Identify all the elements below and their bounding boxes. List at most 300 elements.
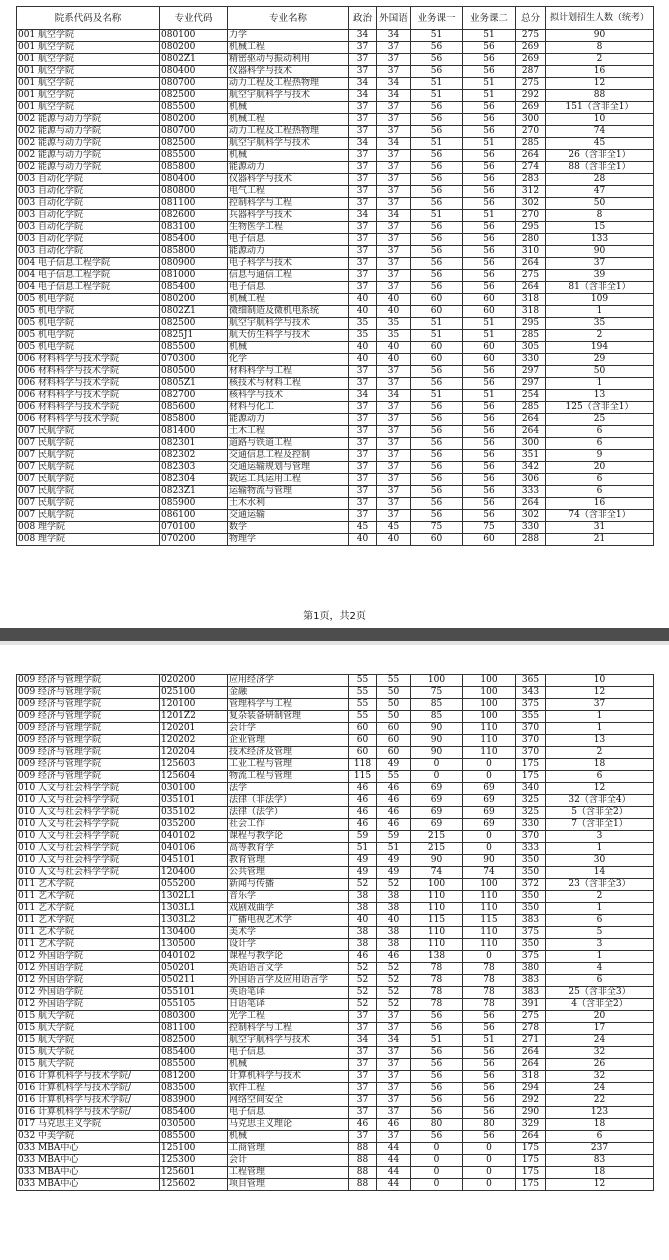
table-cell: 兵器科学与技术	[228, 210, 349, 222]
table-cell: 37	[377, 1059, 411, 1071]
table-cell: 生物医学工程	[228, 222, 349, 234]
table-cell: 37	[349, 462, 377, 474]
table-cell: 329	[516, 1119, 546, 1131]
table-row	[17, 78, 654, 90]
table-cell: 010 人文与社会科学学院	[17, 783, 160, 795]
table-cell: 90	[546, 30, 654, 42]
table-row	[17, 486, 654, 498]
table-cell: 100	[463, 879, 516, 891]
table-cell: 37	[377, 1071, 411, 1083]
table-cell: 21	[546, 534, 654, 546]
table-row	[17, 198, 654, 210]
table-cell: 5（含非全2）	[546, 807, 654, 819]
table-cell: 动力工程及工程热物理	[228, 126, 349, 138]
table-cell: 15	[546, 222, 654, 234]
table-cell: 004 电子信息工程学院	[17, 282, 160, 294]
table-cell: 物理学	[228, 534, 349, 546]
table-cell: 56	[463, 1131, 516, 1143]
table-cell: 37	[349, 270, 377, 282]
table-cell: 23（含非全3）	[546, 879, 654, 891]
table-cell: 56	[463, 222, 516, 234]
table-cell: 264	[516, 414, 546, 426]
table-cell: 60	[411, 306, 463, 318]
document-page-2	[0, 645, 669, 1260]
table-cell: 56	[411, 1107, 463, 1119]
table-cell: 56	[463, 270, 516, 282]
table-cell: 机械工程	[228, 294, 349, 306]
table-cell: 课程与教学论	[228, 951, 349, 963]
table-cell: 37	[377, 258, 411, 270]
table-cell: 37	[349, 414, 377, 426]
table-cell: 37	[349, 150, 377, 162]
table-cell: 125601	[160, 1167, 228, 1179]
table-row	[17, 723, 654, 735]
table-row	[17, 903, 654, 915]
table-cell: 312	[516, 186, 546, 198]
table-cell: 070300	[160, 354, 228, 366]
table-cell: 016 计算机科学与技术学院/	[17, 1107, 160, 1119]
table-cell: 0	[411, 1179, 463, 1191]
table-cell: 391	[516, 999, 546, 1011]
table-cell: 26（含非全1）	[546, 150, 654, 162]
table-cell: 56	[463, 510, 516, 522]
table-cell: 37	[377, 450, 411, 462]
table-cell: 美术学	[228, 927, 349, 939]
table-cell: 6	[546, 771, 654, 783]
table-cell: 033 MBA中心	[17, 1143, 160, 1155]
table-cell: 175	[516, 1155, 546, 1167]
table-cell: 383	[516, 987, 546, 999]
table-cell: 69	[411, 807, 463, 819]
table-cell: 002 能源与动力学院	[17, 138, 160, 150]
table-cell: 51	[463, 318, 516, 330]
table-row	[17, 783, 654, 795]
table-cell: 37	[546, 699, 654, 711]
table-cell: 34	[349, 138, 377, 150]
table-cell: 275	[516, 270, 546, 282]
table-row	[17, 891, 654, 903]
column-header: 拟计划招生人数（统考）	[546, 7, 654, 30]
table-cell: 机械	[228, 102, 349, 114]
table-cell: 006 材料科学与技术学院	[17, 366, 160, 378]
table-cell: 080400	[160, 66, 228, 78]
table-cell: 6	[546, 474, 654, 486]
table-cell: 082301	[160, 438, 228, 450]
table-cell: 37	[349, 1011, 377, 1023]
table-cell: 0	[463, 1155, 516, 1167]
table-row	[17, 378, 654, 390]
table-cell: 109	[546, 294, 654, 306]
table-cell: 37	[377, 1011, 411, 1023]
admission-score-table-page-1	[16, 6, 654, 546]
table-cell: 56	[463, 414, 516, 426]
table-row	[17, 699, 654, 711]
table-row	[17, 174, 654, 186]
table-cell: 37	[377, 246, 411, 258]
table-cell: 78	[411, 987, 463, 999]
table-cell: 37	[349, 1095, 377, 1107]
table-cell: 4（含非全2）	[546, 999, 654, 1011]
table-cell: 6	[546, 426, 654, 438]
table-cell: 333	[516, 843, 546, 855]
table-cell: 56	[463, 438, 516, 450]
table-cell: 46	[377, 951, 411, 963]
table-cell: 9	[546, 450, 654, 462]
table-cell: 74	[546, 126, 654, 138]
table-cell: 283	[516, 174, 546, 186]
table-cell: 110	[463, 747, 516, 759]
table-cell: 280	[516, 234, 546, 246]
table-cell: 56	[411, 378, 463, 390]
table-cell: 080100	[160, 30, 228, 42]
table-cell: 38	[349, 903, 377, 915]
table-cell: 仪器科学与技术	[228, 66, 349, 78]
table-cell: 物流工程与管理	[228, 771, 349, 783]
table-cell: 56	[463, 162, 516, 174]
table-cell: 37	[377, 174, 411, 186]
table-cell: 37	[377, 54, 411, 66]
column-header: 总分	[516, 7, 546, 30]
table-cell: 100	[463, 687, 516, 699]
table-cell: 51	[463, 390, 516, 402]
table-cell: 航空宇航科学与技术	[228, 90, 349, 102]
table-cell: 010 人文与社会科学学院	[17, 867, 160, 879]
table-cell: 0802Z1	[160, 54, 228, 66]
table-row	[17, 1011, 654, 1023]
table-cell: 69	[463, 795, 516, 807]
table-cell: 56	[411, 462, 463, 474]
table-cell: 001 航空学院	[17, 78, 160, 90]
table-row	[17, 951, 654, 963]
table-cell: 37	[377, 462, 411, 474]
table-cell: 370	[516, 747, 546, 759]
table-cell: 56	[411, 162, 463, 174]
table-cell: 350	[516, 903, 546, 915]
table-cell: 100	[463, 675, 516, 687]
table-cell: 25	[546, 414, 654, 426]
table-cell: 78	[411, 999, 463, 1011]
table-cell: 008 理学院	[17, 522, 160, 534]
table-cell: 12	[546, 687, 654, 699]
table-cell: 008 理学院	[17, 534, 160, 546]
table-cell: 30	[546, 855, 654, 867]
table-cell: 51	[349, 843, 377, 855]
table-cell: 085500	[160, 1131, 228, 1143]
table-cell: 25（含非全3）	[546, 987, 654, 999]
table-cell: 080700	[160, 126, 228, 138]
table-cell: 52	[377, 879, 411, 891]
table-cell: 37	[349, 1047, 377, 1059]
table-cell: 56	[463, 450, 516, 462]
table-cell: 1303L1	[160, 903, 228, 915]
table-row	[17, 306, 654, 318]
table-row	[17, 90, 654, 102]
table-cell: 0	[411, 1167, 463, 1179]
table-cell: 050211	[160, 975, 228, 987]
table-row	[17, 771, 654, 783]
table-cell: 194	[546, 342, 654, 354]
table-cell: 50	[377, 699, 411, 711]
table-cell: 055105	[160, 999, 228, 1011]
table-cell: 56	[463, 498, 516, 510]
table-cell: 动力工程及工程热物理	[228, 78, 349, 90]
table-cell: 012 外国语学院	[17, 963, 160, 975]
table-cell: 控制科学与工程	[228, 198, 349, 210]
table-cell: 18	[546, 759, 654, 771]
table-cell: 56	[463, 402, 516, 414]
table-row	[17, 366, 654, 378]
table-cell: 0	[463, 759, 516, 771]
table-cell: 37	[349, 1071, 377, 1083]
table-cell: 46	[377, 1119, 411, 1131]
table-cell: 033 MBA中心	[17, 1167, 160, 1179]
table-row	[17, 210, 654, 222]
table-cell: 17	[546, 1023, 654, 1035]
table-cell: 37	[377, 438, 411, 450]
table-cell: 085500	[160, 1059, 228, 1071]
table-cell: 005 机电学院	[17, 318, 160, 330]
table-cell: 115	[463, 915, 516, 927]
table-cell: 55	[349, 699, 377, 711]
table-cell: 37	[349, 186, 377, 198]
table-cell: 设计学	[228, 939, 349, 951]
table-cell: 52	[377, 999, 411, 1011]
table-cell: 270	[516, 126, 546, 138]
table-cell: 001 航空学院	[17, 54, 160, 66]
column-header: 外国语	[377, 7, 411, 30]
table-row	[17, 222, 654, 234]
table-cell: 28	[546, 174, 654, 186]
table-cell: 60	[349, 735, 377, 747]
table-cell: 35	[546, 318, 654, 330]
table-cell: 电子信息	[228, 282, 349, 294]
table-cell: 8	[546, 210, 654, 222]
table-cell: 6	[546, 975, 654, 987]
table-cell: 5	[546, 927, 654, 939]
table-cell: 机械工程	[228, 114, 349, 126]
table-cell: 055200	[160, 879, 228, 891]
table-cell: 英语语言文学	[228, 963, 349, 975]
table-cell: 7（含非全1）	[546, 819, 654, 831]
table-cell: 035101	[160, 795, 228, 807]
table-cell: 56	[463, 102, 516, 114]
table-cell: 社会工作	[228, 819, 349, 831]
table-cell: 数学	[228, 522, 349, 534]
table-cell: 40	[349, 294, 377, 306]
table-cell: 项目管理	[228, 1179, 349, 1191]
table-cell: 37	[377, 1047, 411, 1059]
table-cell: 49	[377, 855, 411, 867]
table-cell: 37	[377, 1107, 411, 1119]
table-cell: 土木水利	[228, 498, 349, 510]
table-cell: 60	[463, 294, 516, 306]
table-cell: 34	[349, 210, 377, 222]
table-cell: 275	[516, 1011, 546, 1023]
table-cell: 56	[463, 1095, 516, 1107]
table-row	[17, 915, 654, 927]
table-cell: 295	[516, 318, 546, 330]
table-cell: 6	[546, 1131, 654, 1143]
table-cell: 055101	[160, 987, 228, 999]
table-row	[17, 1071, 654, 1083]
table-cell: 325	[516, 795, 546, 807]
table-cell: 342	[516, 462, 546, 474]
table-cell: 37	[377, 114, 411, 126]
table-row	[17, 522, 654, 534]
table-cell: 38	[349, 891, 377, 903]
table-cell: 082303	[160, 462, 228, 474]
table-cell: 006 材料科学与技术学院	[17, 390, 160, 402]
table-cell: 20	[546, 1011, 654, 1023]
table-row	[17, 510, 654, 522]
table-cell: 光学工程	[228, 1011, 349, 1023]
table-cell: 011 艺术学院	[17, 915, 160, 927]
table-cell: 115	[411, 915, 463, 927]
table-cell: 006 材料科学与技术学院	[17, 354, 160, 366]
table-cell: 003 自动化学院	[17, 222, 160, 234]
table-cell: 18	[546, 1167, 654, 1179]
table-cell: 1201Z2	[160, 711, 228, 723]
table-cell: 003 自动化学院	[17, 174, 160, 186]
table-row	[17, 402, 654, 414]
table-cell: 59	[377, 831, 411, 843]
table-cell: 285	[516, 402, 546, 414]
table-row	[17, 795, 654, 807]
column-header: 业务课一	[411, 7, 463, 30]
table-cell: 351	[516, 450, 546, 462]
table-cell: 37	[349, 102, 377, 114]
table-cell: 56	[463, 234, 516, 246]
table-cell: 56	[411, 198, 463, 210]
table-cell: 003 自动化学院	[17, 210, 160, 222]
table-cell: 045101	[160, 855, 228, 867]
table-cell: 100	[463, 711, 516, 723]
table-cell: 003 自动化学院	[17, 198, 160, 210]
table-cell: 60	[411, 354, 463, 366]
table-cell: 51	[377, 843, 411, 855]
table-cell: 151（含非全1）	[546, 102, 654, 114]
table-cell: 13	[546, 390, 654, 402]
table-cell: 90	[411, 747, 463, 759]
table-row	[17, 807, 654, 819]
table-cell: 78	[463, 999, 516, 1011]
table-cell: 46	[377, 819, 411, 831]
table-cell: 37	[377, 498, 411, 510]
table-row	[17, 354, 654, 366]
table-cell: 120201	[160, 723, 228, 735]
table-cell: 56	[411, 498, 463, 510]
table-row	[17, 1059, 654, 1071]
table-cell: 37	[349, 126, 377, 138]
table-cell: 285	[516, 330, 546, 342]
table-cell: 78	[463, 987, 516, 999]
table-cell: 300	[516, 114, 546, 126]
table-cell: 016 计算机科学与技术学院/	[17, 1071, 160, 1083]
table-cell: 38	[377, 927, 411, 939]
table-row	[17, 450, 654, 462]
table-cell: 46	[349, 783, 377, 795]
table-cell: 34	[377, 30, 411, 42]
table-cell: 航空宇航科学与技术	[228, 318, 349, 330]
table-row	[17, 42, 654, 54]
table-cell: 56	[411, 1131, 463, 1143]
table-cell: 56	[411, 414, 463, 426]
table-cell: 110	[463, 939, 516, 951]
table-cell: 核技术与材料工程	[228, 378, 349, 390]
table-row	[17, 138, 654, 150]
table-cell: 37	[377, 378, 411, 390]
table-cell: 88	[546, 90, 654, 102]
table-cell: 55	[349, 687, 377, 699]
table-row	[17, 687, 654, 699]
table-cell: 120100	[160, 699, 228, 711]
table-cell: 56	[411, 1083, 463, 1095]
table-cell: 60	[463, 342, 516, 354]
table-cell: 125300	[160, 1155, 228, 1167]
table-cell: 52	[349, 879, 377, 891]
table-cell: 37	[349, 438, 377, 450]
table-cell: 082302	[160, 450, 228, 462]
table-cell: 外国语言学及应用语言学	[228, 975, 349, 987]
table-cell: 343	[516, 687, 546, 699]
table-cell: 电子信息	[228, 1047, 349, 1059]
table-cell: 37	[349, 426, 377, 438]
table-cell: 56	[411, 270, 463, 282]
table-cell: 264	[516, 1059, 546, 1071]
table-row	[17, 534, 654, 546]
table-cell: 51	[411, 90, 463, 102]
table-row	[17, 66, 654, 78]
table-cell: 56	[411, 366, 463, 378]
table-cell: 56	[463, 474, 516, 486]
table-cell: 009 经济与管理学院	[17, 687, 160, 699]
table-cell: 355	[516, 711, 546, 723]
table-cell: 56	[463, 174, 516, 186]
table-cell: 085600	[160, 402, 228, 414]
table-cell: 56	[411, 222, 463, 234]
table-cell: 60	[377, 747, 411, 759]
table-cell: 40	[349, 306, 377, 318]
table-row	[17, 1023, 654, 1035]
table-cell: 269	[516, 42, 546, 54]
table-cell: 082500	[160, 318, 228, 330]
table-cell: 288	[516, 534, 546, 546]
table-cell: 56	[411, 114, 463, 126]
table-cell: 306	[516, 474, 546, 486]
table-cell: 52	[377, 975, 411, 987]
table-cell: 085400	[160, 234, 228, 246]
table-cell: 37	[349, 198, 377, 210]
table-cell: 56	[411, 126, 463, 138]
table-cell: 110	[411, 939, 463, 951]
table-row	[17, 426, 654, 438]
table-cell: 46	[349, 819, 377, 831]
table-cell: 34	[377, 78, 411, 90]
table-cell: 4	[546, 963, 654, 975]
table-cell: 37	[349, 1083, 377, 1095]
table-cell: 010 人文与社会科学学院	[17, 807, 160, 819]
table-cell: 56	[463, 150, 516, 162]
table-cell: 材料与化工	[228, 402, 349, 414]
table-cell: 009 经济与管理学院	[17, 735, 160, 747]
table-cell: 51	[411, 390, 463, 402]
table-cell: 318	[516, 1071, 546, 1083]
table-cell: 302	[516, 510, 546, 522]
table-row	[17, 1047, 654, 1059]
table-cell: 56	[411, 1023, 463, 1035]
table-cell: 175	[516, 771, 546, 783]
table-row	[17, 843, 654, 855]
